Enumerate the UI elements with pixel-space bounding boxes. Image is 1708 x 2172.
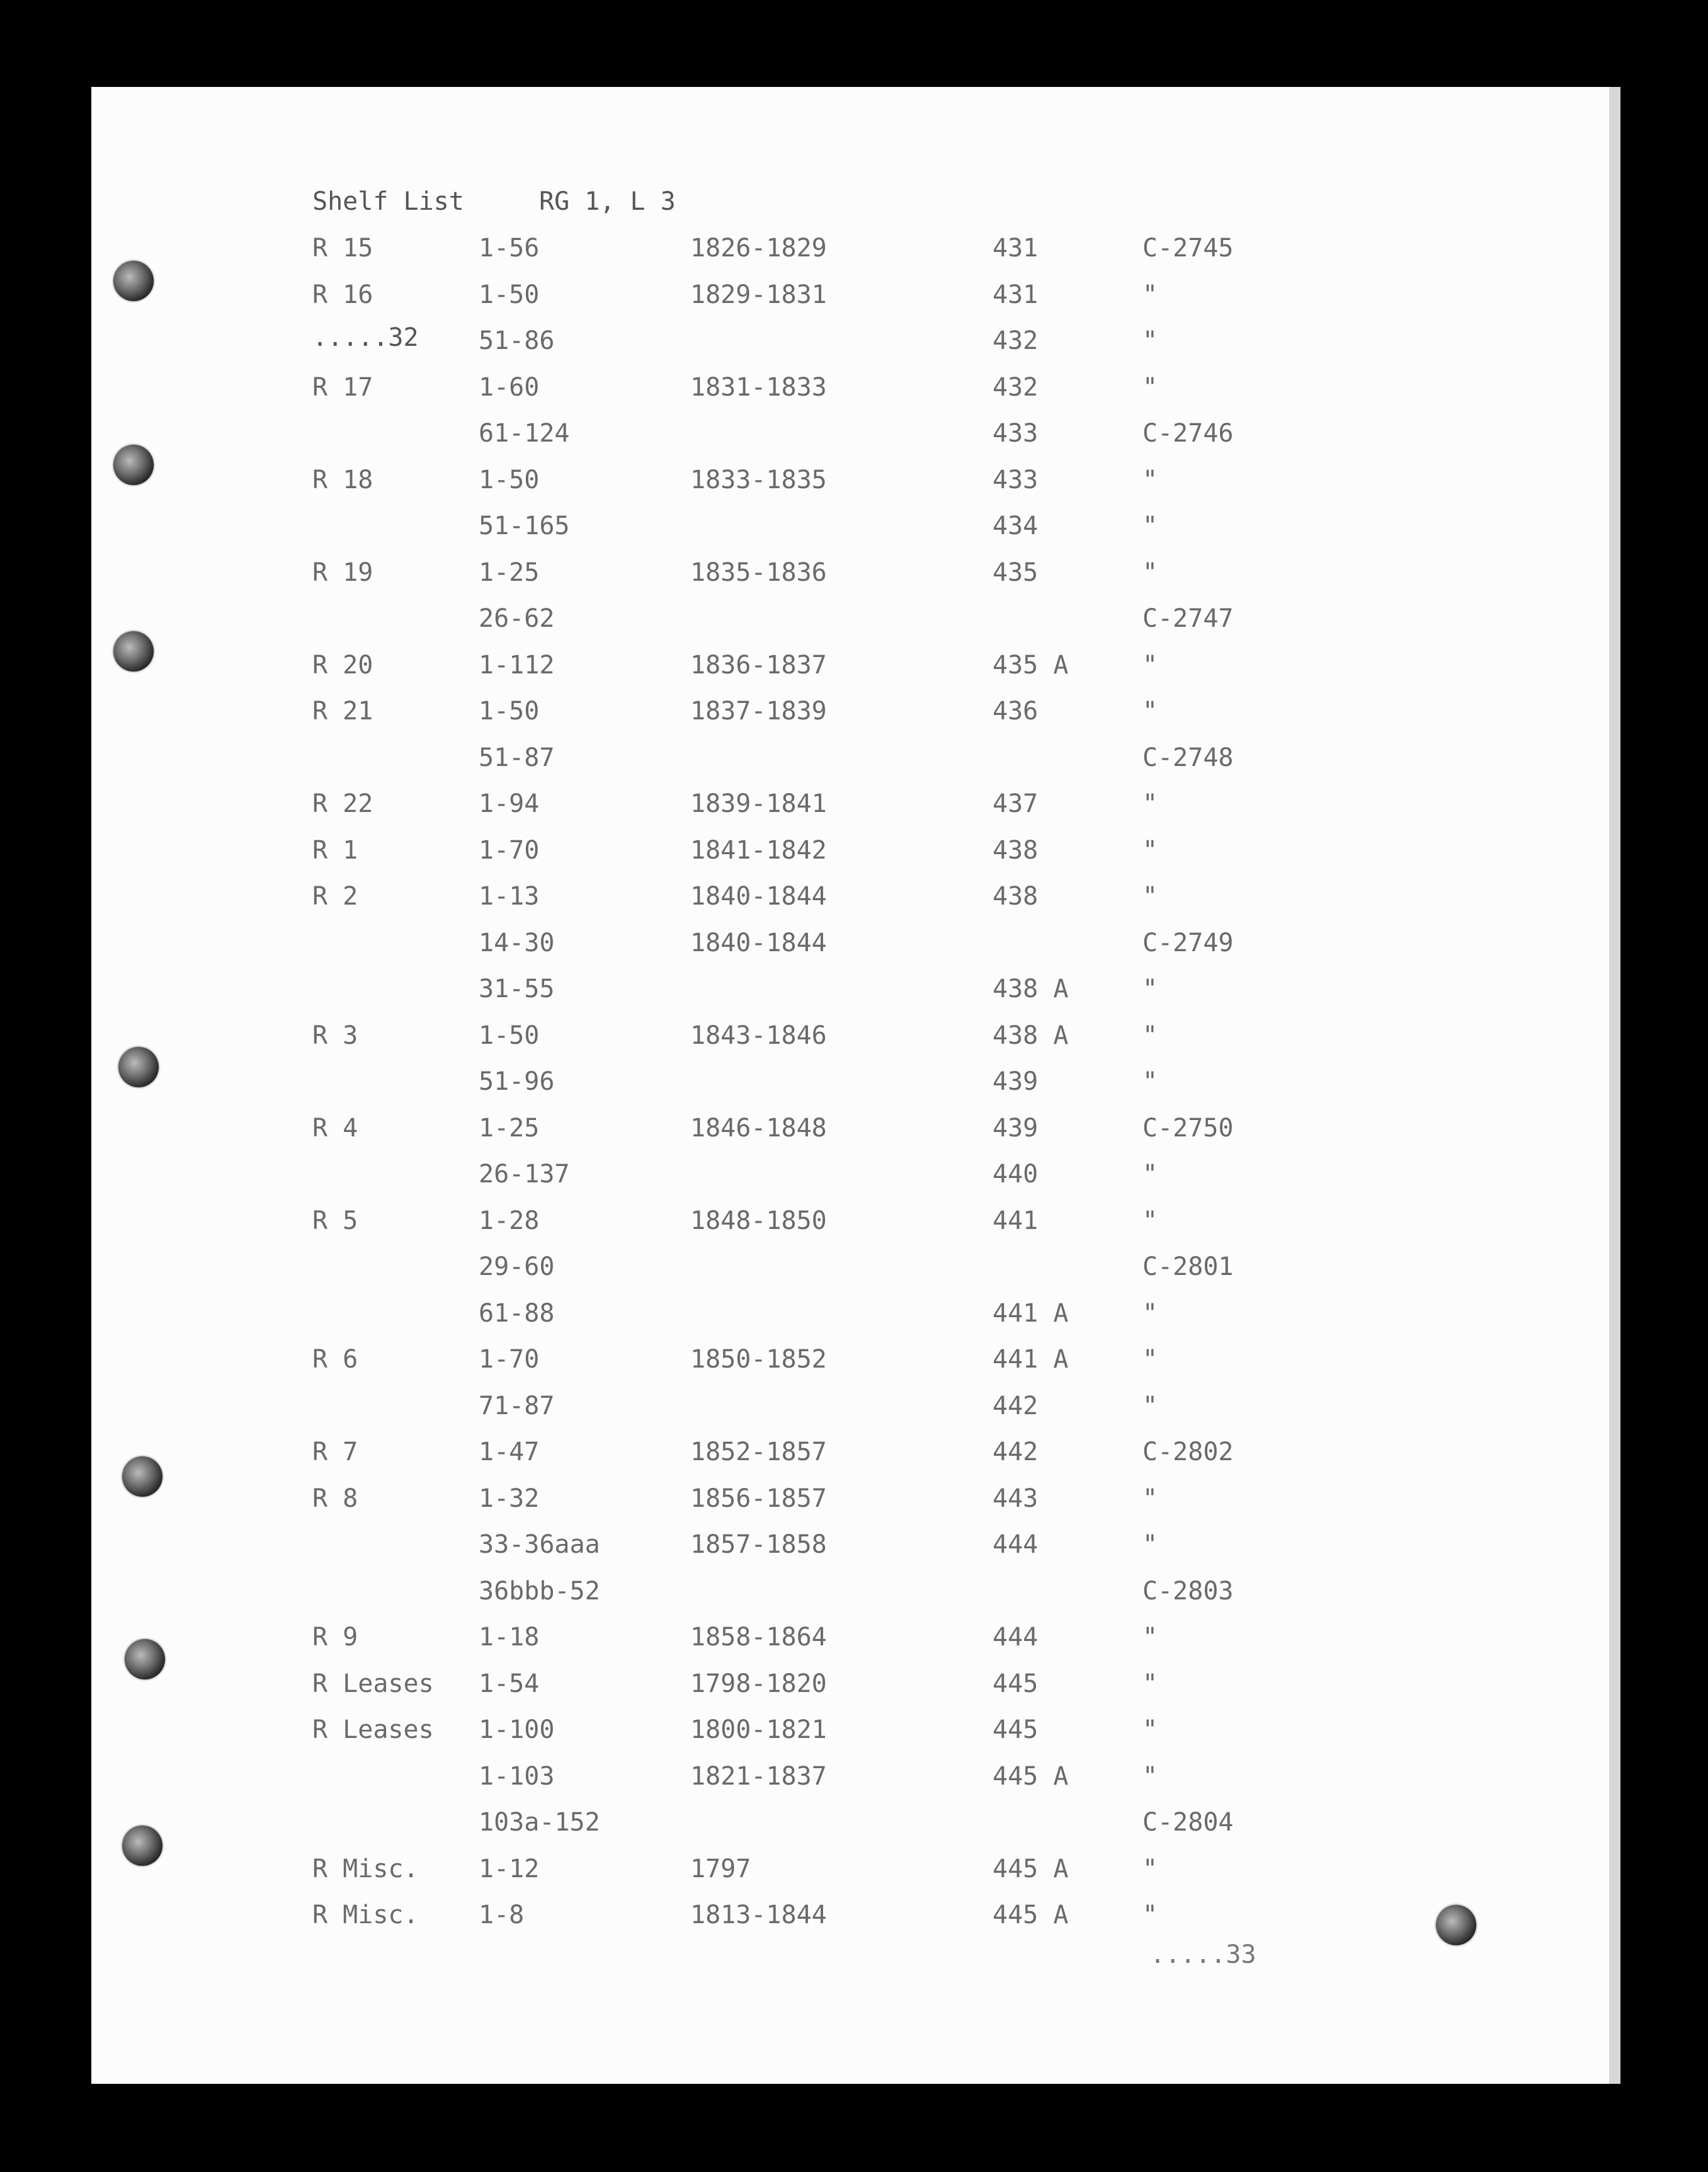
years-cell: 1839-1841 (690, 789, 827, 818)
box-cell: " (1142, 1160, 1158, 1189)
punch-hole (113, 261, 154, 301)
series-cell: R Leases (312, 1669, 434, 1698)
range-cell: 1-50 (479, 280, 540, 309)
box-cell: " (1142, 1345, 1158, 1374)
record-group-label: RG 1, L 3 (539, 187, 676, 216)
years-cell: 1837-1839 (690, 697, 827, 726)
volume-cell: 442 (993, 1391, 1039, 1420)
years-cell: 1848-1850 (690, 1206, 827, 1235)
range-cell: 1-28 (479, 1206, 540, 1235)
range-cell: 1-50 (479, 465, 540, 494)
volume-cell: 437 (993, 789, 1039, 818)
box-cell: " (1142, 697, 1158, 726)
range-cell: 26-62 (479, 604, 555, 633)
range-cell: 1-25 (479, 557, 540, 587)
range-cell: 61-124 (479, 419, 570, 448)
series-cell: R 8 (312, 1483, 358, 1513)
volume-cell: 434 (993, 512, 1039, 540)
volume-cell: 433 (993, 419, 1039, 448)
volume-cell: 445 A (993, 1761, 1069, 1791)
series-cell: R 2 (312, 882, 358, 911)
range-cell: 1-32 (479, 1483, 540, 1513)
box-cell: C-2801 (1142, 1252, 1234, 1281)
series-cell: R 21 (312, 697, 373, 726)
series-cell: R 16 (312, 280, 373, 309)
years-cell: 1797 (690, 1854, 751, 1883)
range-cell: 103a-152 (479, 1808, 600, 1837)
volume-cell: 441 A (993, 1298, 1069, 1328)
years-cell: 1831-1833 (690, 372, 827, 402)
range-cell: 51-86 (479, 326, 555, 355)
box-cell: " (1142, 789, 1158, 818)
range-cell: 1-25 (479, 1113, 540, 1143)
volume-cell: 445 (993, 1669, 1039, 1698)
volume-cell: 444 (993, 1530, 1039, 1559)
series-cell: R 20 (312, 650, 373, 680)
range-cell: 1-13 (479, 882, 540, 911)
years-cell: 1836-1837 (690, 650, 827, 680)
box-cell: " (1142, 1530, 1158, 1559)
box-cell: " (1142, 372, 1158, 402)
volume-cell: 445 (993, 1715, 1039, 1744)
range-cell: 51-87 (479, 743, 555, 772)
range-cell: 51-96 (479, 1067, 555, 1096)
volume-cell: 431 (993, 280, 1039, 309)
range-cell: 51-165 (479, 512, 570, 540)
box-cell: " (1142, 1715, 1158, 1744)
volume-cell: 445 A (993, 1900, 1069, 1929)
series-cell: R 4 (312, 1113, 358, 1143)
range-cell: 1-103 (479, 1761, 555, 1791)
volume-cell: 442 (993, 1438, 1039, 1466)
punch-hole (122, 1826, 162, 1866)
range-cell: 1-100 (479, 1715, 555, 1744)
shelf-list-label: Shelf List (312, 187, 464, 216)
volume-cell: 445 A (993, 1854, 1069, 1883)
range-cell: 1-112 (479, 650, 555, 680)
range-cell: 1-8 (479, 1900, 525, 1929)
years-cell: 1852-1857 (690, 1438, 827, 1466)
years-cell: 1821-1837 (690, 1761, 827, 1791)
volume-cell: 441 A (993, 1345, 1069, 1374)
range-cell: 1-54 (479, 1669, 540, 1698)
volume-cell: 438 A (993, 1020, 1069, 1050)
years-cell: 1857-1858 (690, 1530, 827, 1559)
box-cell: " (1142, 1900, 1158, 1929)
box-cell: C-2747 (1142, 604, 1234, 633)
box-cell: " (1142, 1854, 1158, 1883)
volume-cell: 438 (993, 835, 1039, 865)
range-cell: 33-36aaa (479, 1530, 600, 1559)
years-cell: 1833-1835 (690, 465, 827, 494)
years-cell: 1813-1844 (690, 1900, 827, 1929)
box-cell: " (1142, 975, 1158, 1003)
years-cell: 1841-1842 (690, 835, 827, 865)
range-cell: 14-30 (479, 928, 555, 957)
volume-cell: 444 (993, 1623, 1039, 1652)
range-cell: 1-50 (479, 1020, 540, 1050)
punch-hole (113, 445, 154, 485)
title-row (312, 179, 676, 224)
box-cell: " (1142, 1206, 1158, 1235)
years-cell: 1840-1844 (690, 928, 827, 957)
years-cell: 1826-1829 (690, 234, 827, 263)
years-cell: 1856-1857 (690, 1483, 827, 1513)
continuation-marker: .....32 (312, 323, 419, 352)
punch-hole (113, 631, 154, 672)
range-cell: 1-12 (479, 1854, 540, 1883)
volume-cell: 441 (993, 1206, 1039, 1235)
box-cell: " (1142, 1761, 1158, 1791)
box-cell: C-2803 (1142, 1576, 1234, 1606)
range-cell: 71-87 (479, 1391, 555, 1420)
box-cell: C-2750 (1142, 1113, 1234, 1143)
box-cell: " (1142, 512, 1158, 540)
box-cell: C-2749 (1142, 928, 1234, 957)
series-cell: R Misc. (312, 1900, 419, 1929)
box-cell: C-2746 (1142, 419, 1234, 448)
box-cell: " (1142, 650, 1158, 680)
volume-cell: 440 (993, 1160, 1039, 1189)
box-cell: " (1142, 1669, 1158, 1698)
range-cell: 1-56 (479, 234, 540, 263)
range-cell: 61-88 (479, 1298, 555, 1328)
punch-hole (122, 1456, 162, 1497)
box-cell: " (1142, 835, 1158, 865)
years-cell: 1846-1848 (690, 1113, 827, 1143)
years-cell: 1835-1836 (690, 557, 827, 587)
range-cell: 1-47 (479, 1438, 540, 1466)
series-cell: R 18 (312, 465, 373, 494)
box-cell: " (1142, 1483, 1158, 1513)
series-cell: R 9 (312, 1623, 358, 1652)
years-cell: 1798-1820 (690, 1669, 827, 1698)
volume-cell: 438 (993, 882, 1039, 911)
series-cell: R 5 (312, 1206, 358, 1235)
range-cell: 1-70 (479, 1345, 540, 1374)
range-cell: 31-55 (479, 975, 555, 1003)
volume-cell: 432 (993, 372, 1039, 402)
volume-cell: 436 (993, 697, 1039, 726)
box-cell: " (1142, 326, 1158, 355)
series-cell: R 17 (312, 372, 373, 402)
continuation-footer: .....33 (1150, 1940, 1256, 1969)
years-cell: 1858-1864 (690, 1623, 827, 1652)
volume-cell: 432 (993, 326, 1039, 355)
series-cell: R 3 (312, 1020, 358, 1050)
volume-cell: 443 (993, 1483, 1039, 1513)
years-cell: 1840-1844 (690, 882, 827, 911)
punch-hole (125, 1639, 165, 1679)
box-cell: C-2804 (1142, 1808, 1234, 1837)
volume-cell: 435 A (993, 650, 1069, 680)
series-cell: R 15 (312, 234, 373, 263)
box-cell: C-2748 (1142, 743, 1234, 772)
box-cell: " (1142, 1298, 1158, 1328)
range-cell: 26-137 (479, 1160, 570, 1189)
volume-cell: 431 (993, 234, 1039, 263)
volume-cell: 433 (993, 465, 1039, 494)
series-cell: R Misc. (312, 1854, 419, 1883)
range-cell: 36bbb-52 (479, 1576, 600, 1606)
volume-cell: 435 (993, 557, 1039, 587)
range-cell: 29-60 (479, 1252, 555, 1281)
range-cell: 1-94 (479, 789, 540, 818)
series-cell: R 6 (312, 1345, 358, 1374)
punch-hole (118, 1047, 159, 1087)
box-cell: " (1142, 280, 1158, 309)
box-cell: " (1142, 1067, 1158, 1096)
box-cell: " (1142, 1391, 1158, 1420)
box-cell: " (1142, 557, 1158, 587)
box-cell: " (1142, 465, 1158, 494)
box-cell: C-2802 (1142, 1438, 1234, 1466)
years-cell: 1850-1852 (690, 1345, 827, 1374)
series-cell: R 19 (312, 557, 373, 587)
volume-cell: 438 A (993, 975, 1069, 1003)
range-cell: 1-50 (479, 697, 540, 726)
volume-cell: 439 (993, 1113, 1039, 1143)
range-cell: 1-60 (479, 372, 540, 402)
series-cell: R 1 (312, 835, 358, 865)
range-cell: 1-18 (479, 1623, 540, 1652)
box-cell: " (1142, 882, 1158, 911)
years-cell: 1843-1846 (690, 1020, 827, 1050)
years-cell: 1800-1821 (690, 1715, 827, 1744)
years-cell: 1829-1831 (690, 280, 827, 309)
box-cell: " (1142, 1020, 1158, 1050)
box-cell: " (1142, 1623, 1158, 1652)
series-cell: R Leases (312, 1715, 434, 1744)
series-cell: R 22 (312, 789, 373, 818)
punch-hole (1436, 1905, 1476, 1945)
volume-cell: 439 (993, 1067, 1039, 1096)
box-cell: C-2745 (1142, 234, 1234, 263)
range-cell: 1-70 (479, 835, 540, 865)
series-cell: R 7 (312, 1438, 358, 1466)
